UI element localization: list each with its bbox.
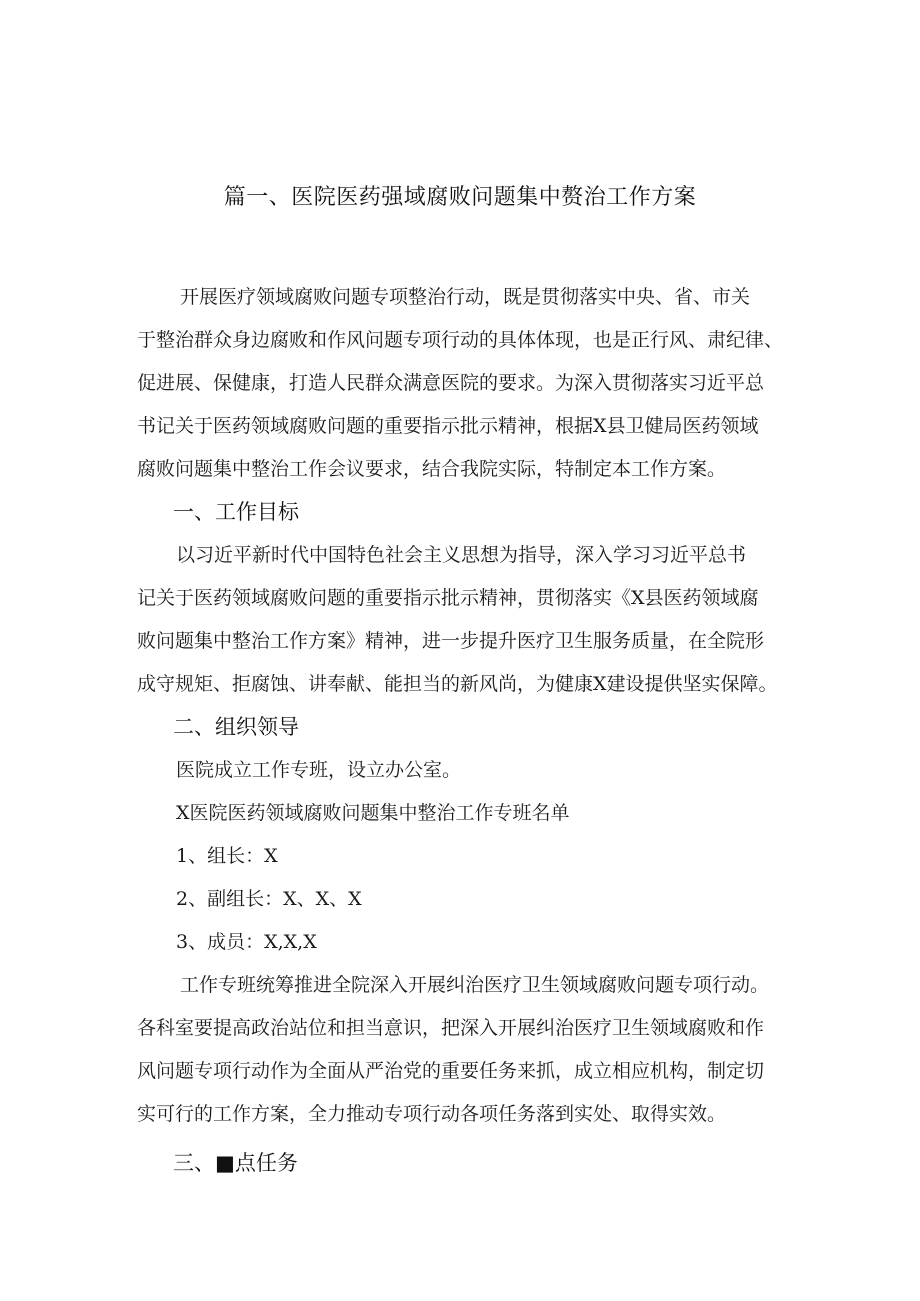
org-para-line-2: 各科室要提高政治站位和担当意识，把深入开展纠治医疗卫生领域腐败和作	[137, 1017, 765, 1039]
section-heading-organization: 二、组织领导	[173, 715, 299, 739]
org-leader: 1、组长：X	[176, 845, 278, 867]
org-deputy: 2、副组长：X、X、X	[176, 888, 362, 910]
document-title: 篇一、医院医药强域腐败问题集中赘治工作方案	[223, 185, 697, 210]
section-heading-key-tasks: 三、■点任务	[173, 1151, 298, 1175]
intro-line-1: 开展医疗领域腐败问题专项整治行动，既是贯彻落实中央、省、市关	[180, 286, 751, 308]
goals-line-1: 以习近平新时代中国特色社会主义思想为指导，深入学习习近平总书	[176, 544, 747, 566]
goals-line-2: 记关于医药领域腐败问题的重要指示批示精神，贯彻落实《X县医药领域腐	[137, 587, 759, 609]
org-para-line-1: 工作专班统筹推进全院深入开展纠治医疗卫生领域腐败问题专项行动。	[180, 974, 770, 996]
org-para-line-3: 风问题专项行动作为全面从严治党的重要任务来抓，成立相应机构，制定切	[137, 1060, 765, 1082]
intro-line-2: 于整治群众身边腐败和作风问题专项行动的具体体现，也是正行风、肃纪律、	[137, 329, 784, 351]
org-members: 3、成员：X,X,X	[176, 931, 317, 953]
intro-line-4: 书记关于医药领域腐败问题的重要指示批示精神，根据X县卫健局医药领域	[137, 415, 759, 437]
intro-line-3: 促进展、保健康，打造人民群众满意医院的要求。为深入贯彻落实习近平总	[137, 372, 765, 394]
org-line-1: 医院成立工作专班，设立办公室。	[176, 759, 462, 781]
intro-line-5: 腐败问题集中整治工作会议要求，结合我院实际，特制定本工作方案。	[137, 458, 727, 480]
section-heading-goals: 一、工作目标	[173, 500, 299, 524]
goals-line-3: 败问题集中整治工作方案》精神，进一步提升医疗卫生服务质量，在全院形	[137, 630, 765, 652]
goals-line-4: 成守规矩、拒腐蚀、讲奉献、能担当的新风尚，为健康X建设提供坚实保障。	[137, 673, 778, 695]
org-line-2: X医院医药领域腐败问题集中整治工作专班名单	[176, 802, 570, 824]
org-para-line-4: 实可行的工作方案，全力推动专项行动各项任务落到实处、取得实效。	[137, 1103, 727, 1125]
